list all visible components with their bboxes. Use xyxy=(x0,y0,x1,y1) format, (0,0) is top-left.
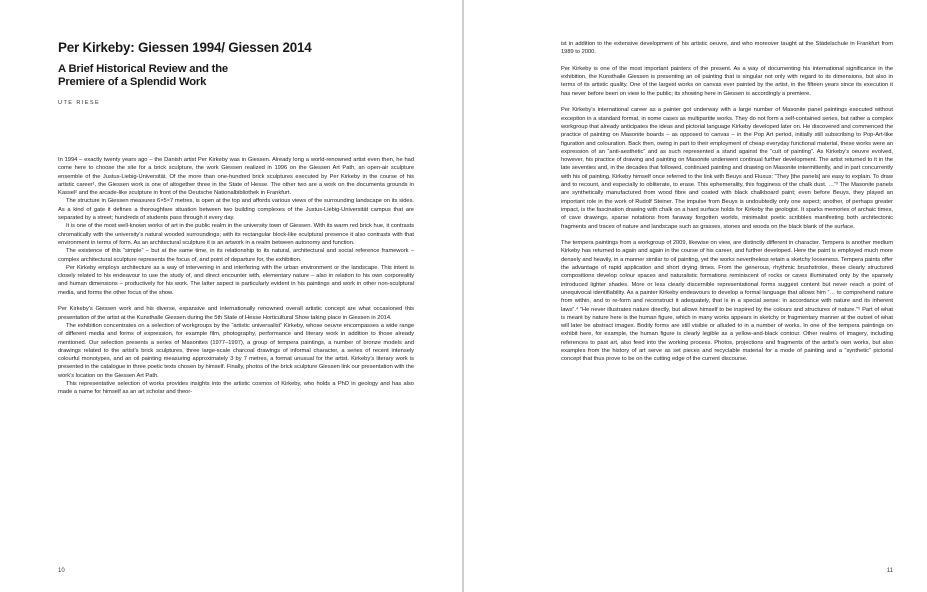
paragraph: This representative selection of works provides insights into the artistic cosmos of Kirkeby, who holds a PhD in geology and has also made a name for himself as an art scholar and theor- xyxy=(58,381,414,396)
paragraph: Per Kirkeby employs architecture as a way of intervening in and interfering with the urban environment or the landscape. This intent is closely related to his endeavour to use the study of, and direct encounter with, elementary nature – also in relation to his own corporeality and human dimensions – productively for his work. The latter aspect is particularly evident in his paintings and work in other non-sculptural media, and forms the other focus of the show. xyxy=(58,264,414,296)
paragraph: The exhibition concentrates on a selection of workgroups by the “artistic universalist” Kirkeby, whose oeuvre encompasses a wide range of different media and forms of expression, for example film, photography, performance and literary work in addition to those already mentioned. Our selection presents a series of Masonites (1977–1997), a group of tempera paintings, a number of bronze models and drawings related to the artist’s brick sculptures, three large-scale charcoal drawings of informal character, a series of recent intensely colourful monotypes, and an oil painting measuring approximately 3 by 7 metres, a format unusual for the artist. Kirkeby’s literary work is presented in the catalogue in three poetic texts chosen by himself. Finally, photos of the brick sculpture Giessen link our presentation with the work’s location on the Giessen Art Path. xyxy=(58,322,414,379)
paragraph: The structure in Giessen measures 6×5×7 metres, is open at the top and affords various views of the surrounding landscape on its sides. As a kind of gate it defines a thoroughfare situation between two building complexes of the Justus-Liebig-Universität campus that are separated by a street; hundreds of students pass through it every day. xyxy=(58,198,414,222)
right-page xyxy=(464,0,927,592)
page-number: 11 xyxy=(886,568,893,574)
article-subtitle: A Brief Historical Review and the Premiere of a Splendid Work xyxy=(58,63,229,88)
left-page-heading xyxy=(58,40,414,106)
article-title: Per Kirkeby: Giessen 1994/ Giessen 2014 xyxy=(58,40,312,55)
left-body-text xyxy=(58,156,414,397)
paragraph: The tempera paintings from a workgroup of 2009, likewise on view, are distinctly different in character. Tempera is another medium Kirkeby has returned to again and again in the course of his career, and further developed. Here the paint is employed much more densely and heavily, in a manner similar to oil painting, yet the works nevertheless retain a sketchy looseness. Tempera paints offer the advantage of rapid application and short drying times. From the generous, rhythmic brushstroke, these clearly structured compositions develop colour spaces and naturalistic formations reminiscent of rocks or caves illuminated only by the sparsely introduced lighter shades. More or less clearly discernible representational forms suggest content but never reach a point of unequivocal identifiability. As a painter Kirkeby endeavours to develop a formal language that allows him “… to comprehend nature from within, and to re-form and reconstruct it adequately, that is in a special sense: in accordance with nature and its inherent laws”.⁴ “He never illustrates nature directly, but allows himself to be inspired by the colours and structures of nature.”⁵ Part of what is meant by nature here is the human figure, which in many works appears in sketchy or fragmentary manner at the outset of what will later be abstract images. Bodily forms are still visible or alluded to in a number of works. In one of the tempera paintings on exhibit here, for example, the human figure is clearly legible as a yellow-and-black contour. Other realms of imagery, including references to past art, also feed into the working process. Photos, projections and fragments of the artist’s own works, but also examples from the history of art serve as set pieces and recyclable material for a mode of painting and a “synthetic” pictorial concept that thus prove to be on the cutting edge of the current discourse. xyxy=(561,240,893,363)
paragraph: In 1994 – exactly twenty years ago – the Danish artist Per Kirkeby was in Giessen. Already long a world-renowned artist even then, he had come here to choose the site for a brick sculpture, the work Giessen realized in 1996 on the Giessen Art Path, an open-air sculpture ensemble of the Justus-Liebig-Universität. Of the more than one-hundred brick sculptures executed by Per Kirkeby in the course of his artistic career¹, the Giessen work is one of altogether three in the State of Hesse. The other two are a work on the documenta grounds in Kassel² and the arcade-like sculpture in front of the Deutsche Nationalbibliothek in Frankfurt. xyxy=(58,157,414,197)
author-name: UTE RIESE xyxy=(58,100,101,107)
paragraph: ist in addition to the extensive development of his artistic oeuvre, and who moreover taught at the Städelschule in Frankfurt from 1989 to 2000. xyxy=(561,41,893,56)
paragraph: It is one of the most well-known works of art in the public realm in the university town of Giessen. With its warm red brick hue, it contrasts chromatically with the university’s natural wooded surroundings; with its rectangular block-like sculptural presence it also contrasts with that environment in terms of form. As an architectural sculpture it is an artwork in a realm between autonomy and function. xyxy=(58,223,414,246)
paragraph: The existence of this “simple” – but at the same time, in its relationship to its natural, architectural and social reference framework – complex architectural sculpture represents the focus of, and point of departure for, the exhibition. xyxy=(58,248,414,263)
page-number: 10 xyxy=(58,568,65,574)
paragraph: Per Kirkeby is one of the most important painters of the present. As a way of documenting his international significance in the exhibition, the Kunsthalle Giessen is presenting an oil painting that is singular not only with regard to its dimensions, but also in terms of its artistic quality. One of the largest works on canvas ever painted by the artist, in the fifteen years since its execution it has never before been on view to the public; its showing here in Giessen is accordingly a premiere. xyxy=(561,65,893,97)
paragraph: Per Kirkeby’s international career as a painter got underway with a large number of Masonite panel paintings executed without exception in a standard format, in some cases as multipartite works. They do not form a self-contained series, but rather a complex workgroup that already anticipates the ideas and pictorial language Kirkeby developed later on. He discovered and commenced the practice of painting on Masonite boards – as opposed to canvas – in the Pop Art period, initially still subscribing to Pop-Art-like figuration and colouration. Back then, owing in part to their employment of cheap everyday functional material, these works were an expression of an “anti-aesthetic” and as such represented a stand against the “cult of painting”. As Kirkeby’s oeuvre evolved, however, his practice of drawing and painting on Masonite underwent continual further development. The artist returned to it in the late seventies and, in the decades that followed, continued painting and drawing on Masonite intermittently, and in part concurrently with his oil painting. Kirkeby himself once referred to the link with Beuys and Fluxus: “They [the panels] are easy to explain. To draw and to recount, and especially to obliterate, to erase. This ephemerality, this fogginess of the chalk dust. …”³ The Masonite panels are synthetically manufactured from wood fibre and coated with black chalkboard paint; even before Beuys, they played an important role in the work of Rudolf Steiner. The impulse from Beuys is undoubtedly only one aspect; another, of perhaps greater impact, is the fascination drawing with chalk on a hard surface holds for Kirkeby the geologist. It sparks memories of archaic times, of cave drawings, sparse notations from faraway forgotten worlds, minimalist poetic scribbles manifesting both architectonic fragments and traces of nature and landscape such as grasses, stones and woods on the black blank of the surface. xyxy=(561,107,893,230)
left-page xyxy=(0,0,462,592)
paragraph: Per Kirkeby’s Giessen work and his diverse, expansive and internationally renowned overall artistic concept are what occasioned this presentation of the artist at the Kunsthalle Giessen during the 5th State of Hesse Horticultural Show taking place in Giessen in 2014. xyxy=(58,306,414,321)
right-body-text xyxy=(561,40,893,364)
